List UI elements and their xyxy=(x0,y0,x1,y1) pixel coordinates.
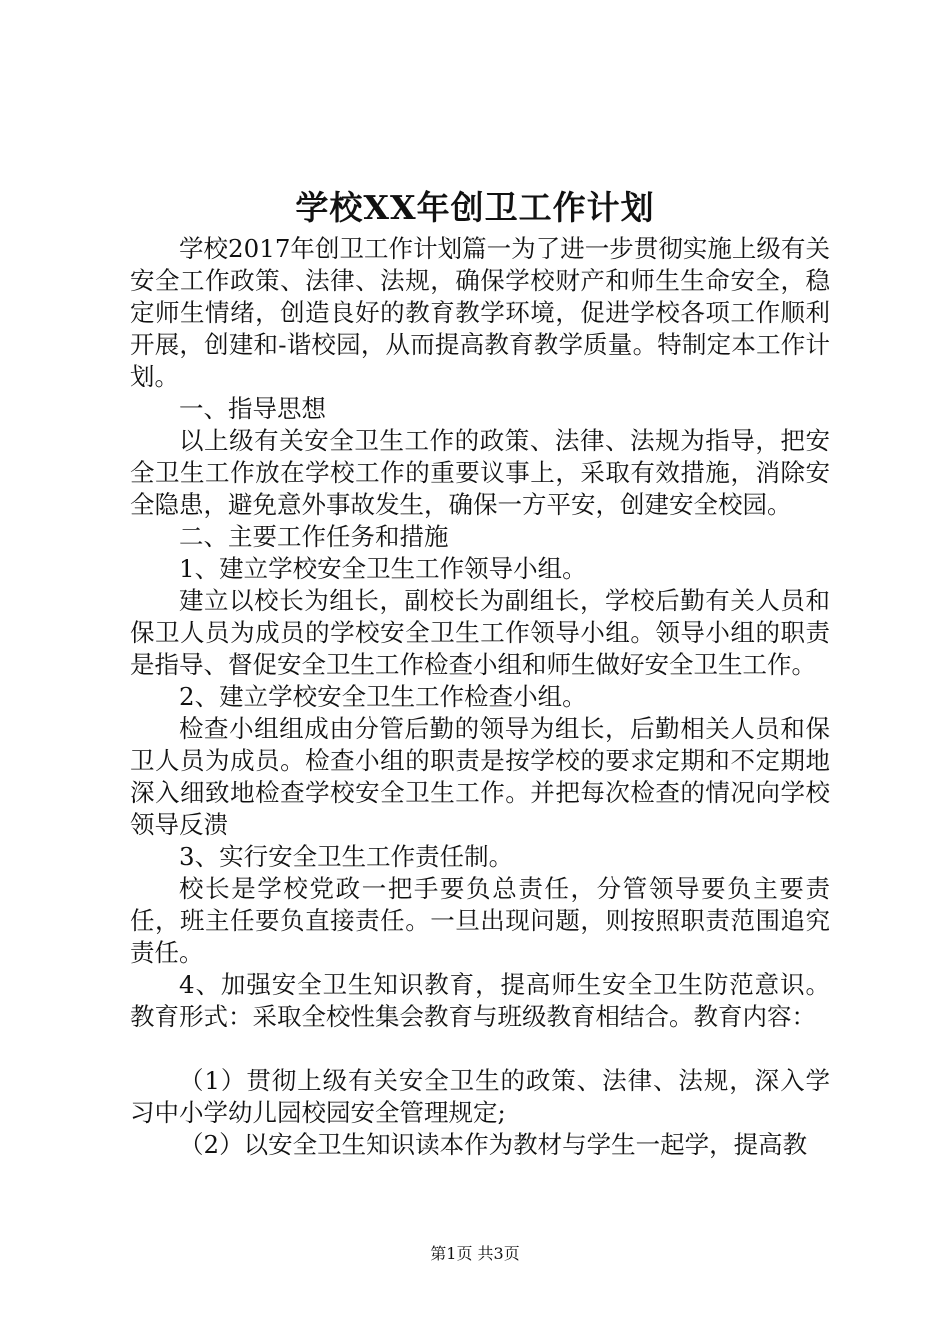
paragraph-guiding-ideology: 以上级有关安全卫生工作的政策、法律、法规为指导，把安全卫生工作放在学校工作的重要议事上，采取有效措施，消除安全隐患，避免意外事故发生，确保一方平安，创建安全校园。 xyxy=(130,426,830,519)
item-2-heading: 2、建立学校安全卫生工作检查小组。 xyxy=(179,682,587,711)
paragraph-intro: 学校2017年创卫工作计划篇一为了进一步贯彻实施上级有关安全工作政策、法律、法规，确保学校财产和师生生命安全，稳定师生情绪，创造良好的教育教学环境，促进学校各项工作顺利开展，创建和-谐校园，从而提高教育教学质量。特制定本工作计划。 xyxy=(130,234,830,391)
heading-main-tasks: 二、主要工作任务和措施 xyxy=(179,522,449,551)
item-3-heading: 3、实行安全卫生工作责任制。 xyxy=(179,842,514,871)
item-2-text: 检查小组组成由分管后勤的领导为组长，后勤相关人员和保卫人员为成员。检查小组的职责是按学校的要求定期和不定期地深入细致地检查学校安全卫生工作。并把每次检查的情况向学校领导反溃 xyxy=(130,714,830,839)
sub-item-1-text: （1）贯彻上级有关安全卫生的政策、法律、法规，深入学习中小学幼儿园校园安全管理规定; xyxy=(130,1066,830,1127)
item-3-text: 校长是学校党政一把手要负总责任，分管领导要负主要责任，班主任要负直接责任。一旦出现问题，则按照职责范围追究责任。 xyxy=(130,874,830,967)
item-4-text: 4、加强安全卫生知识教育，提高师生安全卫生防范意识。教育形式：采取全校性集会教育与班级教育相结合。教育内容： xyxy=(130,970,830,1031)
item-1-text: 建立以校长为组长，副校长为副组长，学校后勤有关人员和保卫人员为成员的学校安全卫生工作领导小组。领导小组的职责是指导、督促安全卫生工作检查小组和师生做好安全卫生工作。 xyxy=(130,586,830,679)
item-1-heading: 1、建立学校安全卫生工作领导小组。 xyxy=(179,554,587,583)
heading-guiding-ideology: 一、指导思想 xyxy=(179,394,326,423)
blank-line xyxy=(130,1033,830,1065)
sub-item-2-text: （2）以安全卫生知识读本作为教材与学生一起学，提高教 xyxy=(179,1130,808,1159)
document-title: 学校XX年创卫工作计划 xyxy=(295,188,655,227)
page-footer: 第1页 共3页 xyxy=(430,1244,520,1263)
document-body xyxy=(130,233,830,1161)
